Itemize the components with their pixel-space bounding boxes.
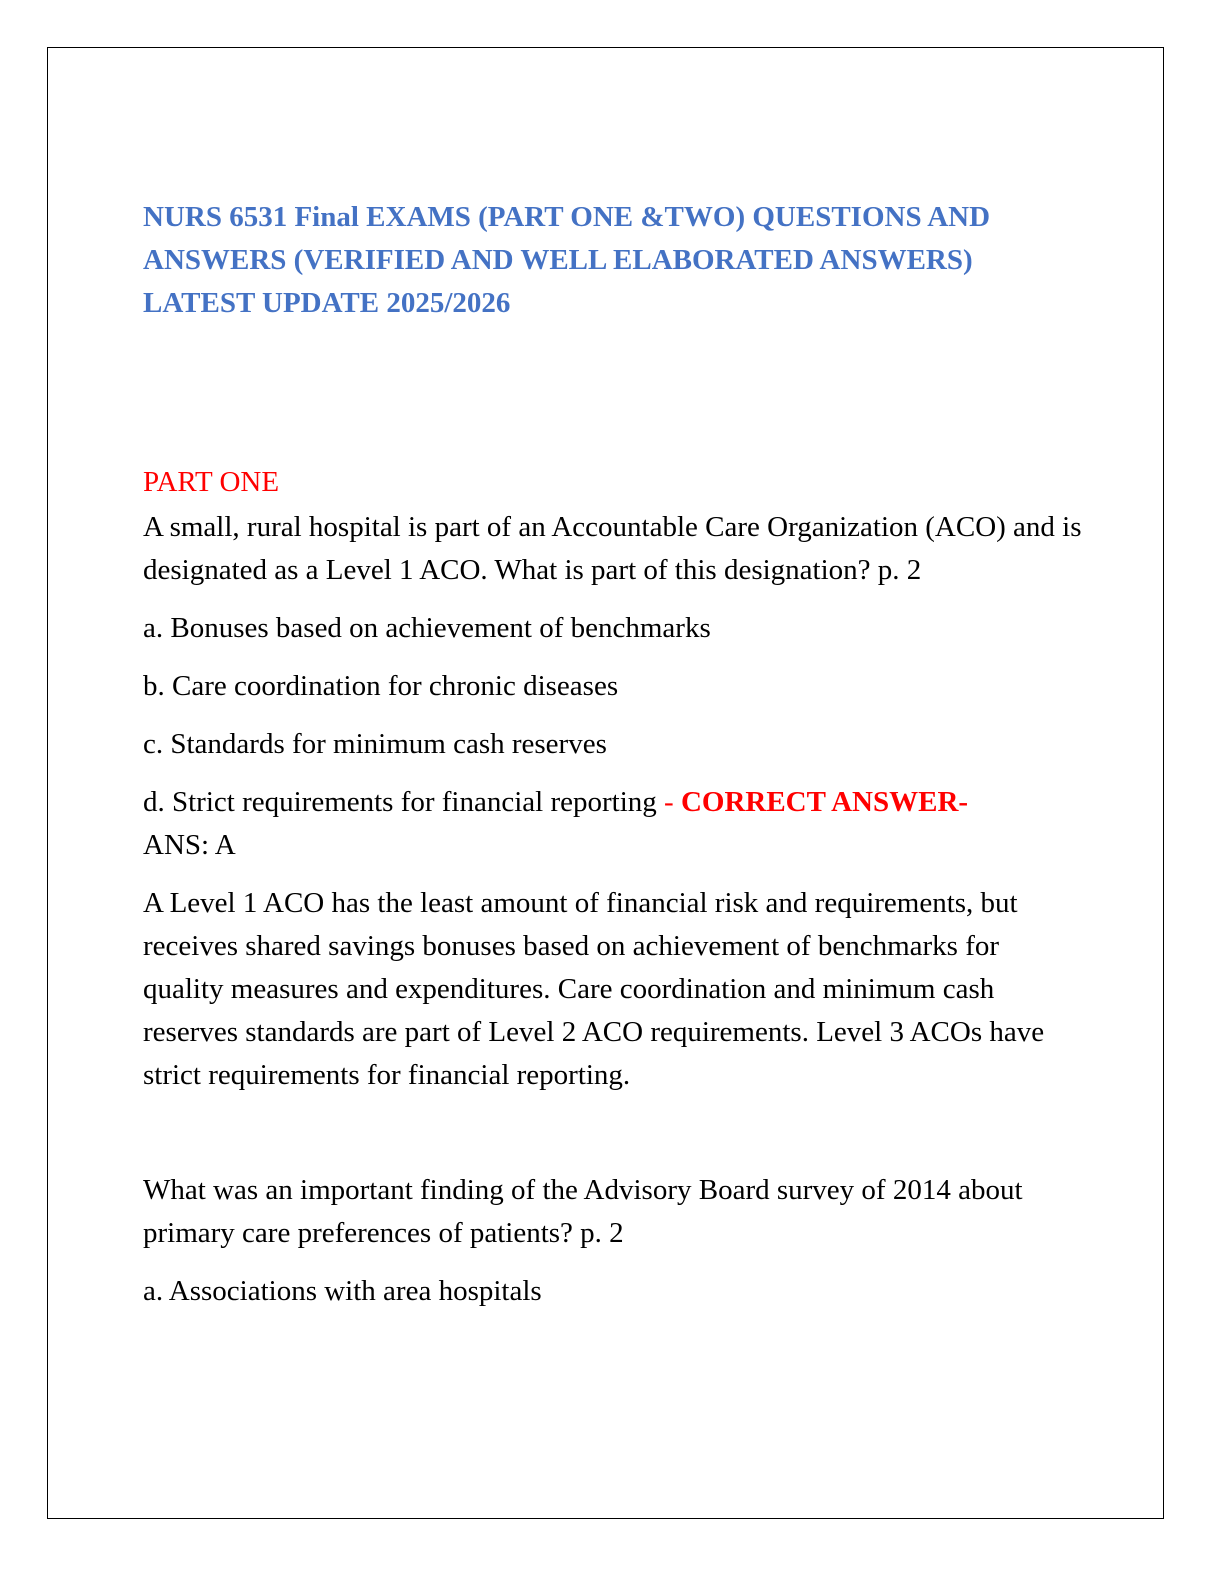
- correct-answer-label: CORRECT ANSWER-: [680, 786, 969, 818]
- option-b: b. Care coordination for chronic diseases: [143, 670, 619, 702]
- question-block-1: [143, 506, 1083, 1097]
- option-d: d. Strict requirements for financial reporting: [143, 786, 657, 818]
- document-content: [143, 196, 1083, 1313]
- option-a: a. Associations with area hospitals: [143, 1275, 542, 1307]
- option-a: a. Bonuses based on achievement of benchmarks: [143, 612, 711, 644]
- question-text: What was an important finding of the Advisory Board survey of 2014 about primary care preferences of patients? p. 2: [143, 1174, 1023, 1249]
- document-title: NURS 6531 Final EXAMS (PART ONE &TWO) QUESTIONS AND ANSWERS (VERIFIED AND WELL ELABORATED ANSWERS) LATEST UPDATE 2025/2026: [143, 201, 991, 319]
- question-text: A small, rural hospital is part of an Accountable Care Organization (ACO) and is designated as a Level 1 ACO. What is part of this designation? p. 2: [143, 511, 1082, 586]
- option-d-with-answer: [143, 781, 1083, 867]
- question-block-2: [143, 1169, 1083, 1313]
- correct-marker-dash: -: [656, 786, 681, 818]
- answer-explanation: A Level 1 ACO has the least amount of financial risk and requirements, but receives shared savings bonuses based on achievement of benchmarks for quality measures and expenditures. Care coordination and minimum cash reserves standards are part of Level 2 ACO requirements. Level 3 ACOs have strict requirements for financial reporting.: [143, 887, 1045, 1091]
- part-heading: PART ONE: [143, 466, 280, 498]
- option-c: c. Standards for minimum cash reserves: [143, 728, 607, 760]
- answer-key: ANS: A: [143, 829, 236, 861]
